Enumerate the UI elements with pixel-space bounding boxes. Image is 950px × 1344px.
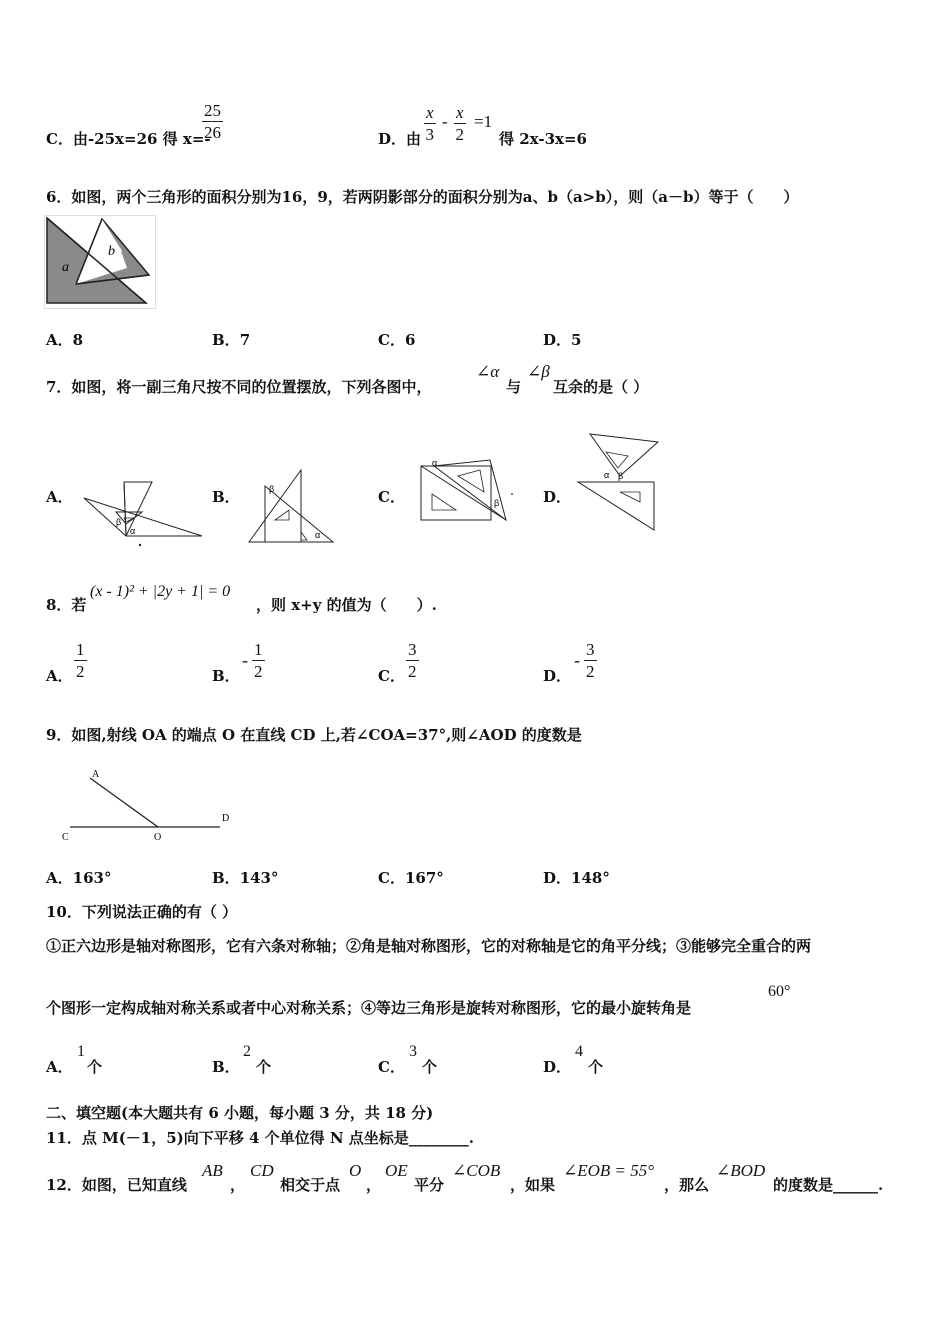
q10-option-b-label: B． xyxy=(212,1058,240,1076)
q8-option-d-frac: $\frac{3}{2}$ xyxy=(586,640,595,681)
q12-t4: ，那么 xyxy=(664,1176,710,1194)
q8-option-c-frac: $\frac{3}{2}$ xyxy=(408,640,417,681)
q9-option-a: A．163° xyxy=(46,869,112,887)
q6-option-b: B．7 xyxy=(212,331,251,349)
q10-angle: 60° xyxy=(768,983,791,1000)
q6-option-a: A．8 xyxy=(46,331,84,349)
q8-option-a-frac: $\frac{1}{2}$ xyxy=(76,640,85,681)
q9-label-c: C xyxy=(62,832,69,843)
q8-option-b-frac: $\frac{1}{2}$ xyxy=(254,640,263,681)
q12-cob: ∠COB xyxy=(452,1161,501,1180)
q12-comma1: ， xyxy=(230,1176,246,1194)
section2-title: 二、填空题(本大题共有 6 小题，每小题 3 分，共 18 分) xyxy=(46,1104,434,1122)
q10-option-d-unit: 个 xyxy=(588,1058,604,1076)
q7b-alpha: α xyxy=(315,530,321,540)
q7-label-a: A． xyxy=(46,488,73,506)
q10-option-b-value: 2 xyxy=(243,1043,251,1060)
q7-mid: 与 xyxy=(506,378,522,396)
q12-eob: ∠EOB = 55° xyxy=(563,1161,655,1180)
q12-oe: OE xyxy=(385,1161,408,1180)
q5-c-fraction xyxy=(202,101,223,144)
q12-ab: AB xyxy=(202,1161,223,1180)
q9-stem: 9．如图,射线 OA 的端点 O 在直线 CD 上,若∠COA=37°,则∠AOD 的度数是 xyxy=(46,726,582,744)
q10-option-b-unit: 个 xyxy=(256,1058,272,1076)
q7-stem-pre: 7．如图，将一副三角尺按不同的位置摆放，下列各图中， xyxy=(46,378,432,396)
q10-option-d-value: 4 xyxy=(575,1043,583,1060)
q5-d-minus: - xyxy=(442,112,448,131)
q7-stem-post: 互余的是（ ） xyxy=(553,378,649,396)
q8-option-a-label: A． xyxy=(46,667,73,685)
q9-option-c: C．167° xyxy=(378,869,444,887)
q9-figure xyxy=(60,764,240,844)
q6-fig-label-a: a xyxy=(62,260,69,275)
q8-stem-post: ，则 x+y 的值为（ ）. xyxy=(256,596,437,614)
q10-line1: ①正六边形是轴对称图形，它有六条对称轴；②角是轴对称图形，它的对称轴是它的角平分线；③能够完全重合的两 xyxy=(46,937,812,955)
q5-d-rhs: =1 xyxy=(474,112,493,131)
q5-option-c xyxy=(46,128,211,149)
q6-option-d: D．5 xyxy=(543,331,582,349)
q7d-alpha: α xyxy=(604,470,610,480)
q12-comma2: ， xyxy=(366,1176,382,1194)
q5-c-text: 由-25x=26 得 x=- xyxy=(72,130,211,148)
q8-option-c-label: C． xyxy=(378,667,405,685)
q10-option-c-unit: 个 xyxy=(422,1058,438,1076)
q7-figure-d xyxy=(574,430,662,534)
q7b-beta: β xyxy=(269,484,275,494)
q10-option-d-label: D． xyxy=(543,1058,572,1076)
q10-option-a-label: A． xyxy=(46,1058,73,1076)
q7a-alpha: α xyxy=(130,526,136,536)
q7-label-b: B． xyxy=(212,488,240,506)
q5-d-frac2: $\frac{x}{2}$ xyxy=(455,103,465,144)
q12-pre: 12．如图，已知直线 xyxy=(46,1176,187,1194)
q11-text: 11．点 M(－1，5)向下平移 4 个单位得 N 点坐标是________. xyxy=(46,1129,475,1147)
q8-option-d-label: D． xyxy=(543,667,572,685)
q5-c-frac-num: 25 xyxy=(204,101,221,120)
q8-option-b-label: B． xyxy=(212,667,240,685)
q9-label-o: O xyxy=(154,832,162,843)
q10-stem: 10．下列说法正确的有（ ） xyxy=(46,903,238,921)
q8-option-d-sign: - xyxy=(574,650,580,670)
q6-figure xyxy=(44,215,156,309)
q12-t3: ，如果 xyxy=(510,1176,556,1194)
q8-stem-pre: 8．若 xyxy=(46,596,87,614)
q12-t1: 相交于点 xyxy=(280,1176,341,1194)
q12-bod: ∠BOD xyxy=(716,1161,766,1180)
q10-line2: 个图形一定构成轴对称关系或者中心对称关系；④等边三角形是旋转对称图形，它的最小旋转角是 xyxy=(46,999,692,1017)
q5-c-frac-den: 26 xyxy=(204,123,221,142)
q6-option-c: C．6 xyxy=(378,331,416,349)
q9-label-a: A xyxy=(92,769,100,780)
q7-alpha: ∠α xyxy=(476,362,500,381)
q5-option-d-label: D．由 xyxy=(378,130,422,148)
q12-cd: CD xyxy=(250,1161,274,1180)
q8-option-b-sign: - xyxy=(242,650,248,670)
q7-figure-a xyxy=(80,478,206,548)
q8-expression: (x - 1)² + |2y + 1| = 0 xyxy=(90,583,231,600)
q6-fig-label-b: b xyxy=(108,244,115,259)
q12-o: O xyxy=(349,1161,362,1180)
q7-beta: ∠β xyxy=(527,362,550,381)
q10-option-a-unit: 个 xyxy=(87,1058,103,1076)
q12-t2: 平分 xyxy=(414,1176,445,1194)
q7-figure-b xyxy=(245,466,337,546)
q12-t5: 的度数是______. xyxy=(773,1176,884,1194)
q7-label-d: D． xyxy=(543,488,572,506)
q7a-beta: β xyxy=(116,517,122,527)
q7c-alpha: α xyxy=(432,458,438,468)
q5-d-text-post: 得 2x-3x=6 xyxy=(499,130,587,148)
q10-option-c-value: 3 xyxy=(409,1043,417,1060)
q5-c-label: C． xyxy=(46,130,73,148)
q7d-beta: β xyxy=(618,471,624,481)
q7-figure-c xyxy=(418,456,514,524)
q9-option-d: D．148° xyxy=(543,869,610,887)
q9-label-d: D xyxy=(222,813,230,824)
q5-d-frac1: $\frac{x}{3}$ xyxy=(425,103,435,144)
q9-option-b: B．143° xyxy=(212,869,279,887)
q10-option-a-value: 1 xyxy=(77,1043,85,1060)
q6-stem: 6．如图，两个三角形的面积分别为16，9，若两阴影部分的面积分别为a、b（a>b），则（a－b）等于（ ） xyxy=(46,188,799,206)
q10-option-c-label: C． xyxy=(378,1058,405,1076)
q7c-beta: β xyxy=(494,498,500,508)
q7-label-c: C． xyxy=(378,488,405,506)
